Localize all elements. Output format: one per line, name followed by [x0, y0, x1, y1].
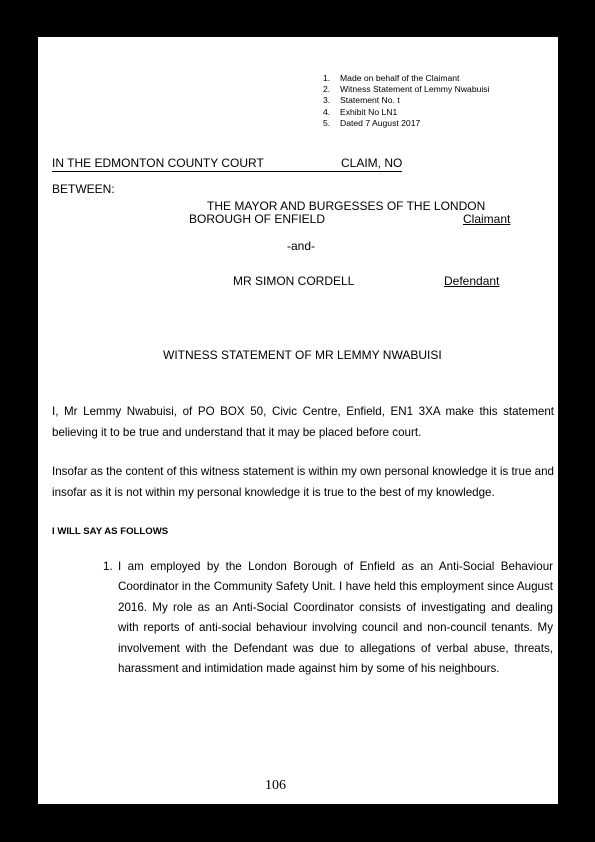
claimant-name-line2: BOROUGH OF ENFIELD	[189, 212, 326, 226]
metadata-item	[323, 107, 490, 118]
list-item-number: 1.	[103, 560, 113, 573]
document-page	[38, 37, 558, 804]
list-item-text: I am employed by the London Borough of Enfield as an Anti-Social Behaviour Coordinator in the Community Safety Unit. I have held this employment since August 2016. My role as an Anti-Social Coordinator consists of investigating and dealing with reports of anti-social behaviour involving council and non-council tenants. My involvement with the Defendant was due to allegations of verbal abuse, threats, harassment and intimidation made against him by some of his neighbours.	[118, 560, 553, 676]
metadata-number: 1.	[323, 73, 331, 83]
defendant-role: Defendant	[444, 274, 500, 288]
court-name: IN THE EDMONTON COUNTY COURT	[52, 156, 264, 170]
statement-paragraph: I, Mr Lemmy Nwabuisi, of PO BOX 50, Civic Centre, Enfield, EN1 3XA make this statement believing it to be true and understand that it may be placed before court.	[52, 405, 554, 439]
metadata-text: Statement No. t	[340, 95, 400, 106]
metadata-number: 3.	[323, 95, 331, 106]
metadata-text: Exhibit No LN1	[340, 106, 398, 117]
metadata-item	[323, 73, 490, 84]
metadata-text: Witness Statement of Lemmy Nwabuisi	[340, 84, 490, 95]
page-number: 106	[265, 778, 286, 793]
claim-number: CLAIM, NO	[341, 156, 403, 170]
court-header-line	[52, 156, 402, 172]
statement-metadata-list	[323, 73, 490, 129]
statement-title: WITNESS STATEMENT OF MR LEMMY NWABUISI	[163, 348, 442, 362]
metadata-number: 2.	[323, 84, 331, 95]
claimant-name-line1: THE MAYOR AND BURGESSES OF THE LONDON	[207, 199, 486, 213]
metadata-number: 5.	[323, 117, 331, 128]
metadata-text: Made on behalf of the Claimant	[340, 73, 460, 83]
knowledge-paragraph: Insofar as the content of this witness statement is within my own personal knowledge it is true and insofar as it is not within my personal knowledge it is true to the best of my knowledge.	[52, 465, 555, 499]
metadata-number: 4.	[323, 106, 331, 117]
metadata-item	[323, 84, 490, 95]
metadata-item	[323, 118, 490, 129]
claimant-role: Claimant	[463, 212, 511, 226]
defendant-name: MR SIMON CORDELL	[233, 274, 355, 288]
section-heading: I WILL SAY AS FOLLOWS	[52, 526, 169, 537]
metadata-text: Dated 7 August 2017	[340, 117, 421, 128]
and-separator: -and-	[287, 239, 316, 253]
between-label: BETWEEN:	[52, 182, 115, 196]
metadata-item	[323, 95, 490, 106]
